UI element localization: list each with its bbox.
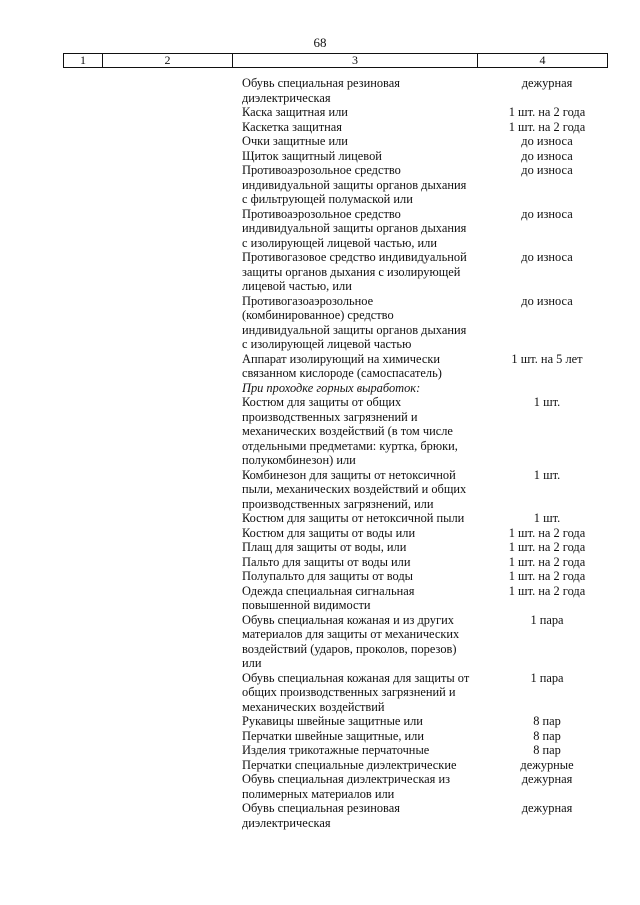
item-name: Комбинезон для защиты от нетоксичной пыли, механических воздействий и общих производственных загрязнений, или bbox=[242, 467, 467, 511]
item-norm: до износа bbox=[521, 206, 573, 221]
item-norm: до износа bbox=[521, 250, 573, 264]
item-norm: 1 шт. на 2 года bbox=[508, 540, 586, 554]
table-row bbox=[242, 758, 602, 773]
section-heading-row bbox=[242, 381, 602, 396]
table-row bbox=[242, 555, 602, 570]
item-name: Рукавицы швейные защитные или bbox=[242, 714, 423, 728]
item-norm: 1 шт. на 2 года bbox=[508, 569, 586, 583]
item-norm: 1 шт. bbox=[533, 511, 561, 525]
item-name: При проходке горных выработок: bbox=[242, 380, 421, 395]
item-norm: до износа bbox=[521, 293, 573, 308]
table-row bbox=[242, 743, 602, 758]
item-name: Полупальто для защиты от воды bbox=[242, 569, 413, 583]
table-row bbox=[242, 163, 602, 207]
item-norm: 1 шт. bbox=[533, 395, 561, 409]
table-row bbox=[242, 352, 602, 381]
table-row bbox=[242, 714, 602, 729]
table-row bbox=[242, 294, 602, 352]
item-norm: 8 пар bbox=[533, 743, 561, 757]
item-name: Обувь специальная резиновая диэлектрическая bbox=[242, 76, 400, 105]
header-col-2: 2 bbox=[103, 54, 233, 67]
table-row bbox=[242, 569, 602, 584]
item-name: Пальто для защиты от воды или bbox=[242, 554, 411, 569]
item-norm: дежурные bbox=[520, 757, 574, 772]
table-row bbox=[242, 76, 602, 105]
item-name: Костюм для защиты от нетоксичной пыли bbox=[242, 511, 465, 525]
item-norm: дежурная bbox=[521, 76, 573, 90]
table-row bbox=[242, 540, 602, 555]
item-norm: до износа bbox=[521, 163, 573, 177]
table-row bbox=[242, 207, 602, 251]
item-name: Перчатки специальные диэлектрические bbox=[242, 757, 457, 772]
item-norm: 1 шт. на 2 года bbox=[508, 119, 586, 134]
table-row bbox=[242, 613, 602, 671]
item-norm: 1 пара bbox=[530, 612, 564, 627]
item-norm: 1 шт. на 5 лет bbox=[511, 351, 583, 366]
table-header-row bbox=[63, 53, 608, 68]
item-norm: 1 шт. на 2 года bbox=[508, 554, 586, 569]
item-norm: до износа bbox=[521, 148, 573, 163]
item-norm: 1 шт. на 2 года bbox=[508, 525, 586, 540]
table-row bbox=[242, 772, 602, 801]
item-norm: 1 шт. на 2 года bbox=[508, 583, 586, 598]
item-norm: дежурная bbox=[521, 772, 573, 786]
header-col-3: 3 bbox=[233, 54, 478, 67]
item-norm: 1 шт. bbox=[533, 467, 561, 482]
item-norm: дежурная bbox=[521, 801, 573, 815]
item-name: Изделия трикотажные перчаточные bbox=[242, 743, 430, 757]
table-row bbox=[242, 468, 602, 512]
table-row bbox=[242, 801, 602, 830]
table-row bbox=[242, 149, 602, 164]
table-row bbox=[242, 511, 602, 526]
item-name: Противоаэрозольное средство индивидуальной защиты органов дыхания с изолирующей лицевой частью, или bbox=[242, 206, 467, 250]
item-norm: до износа bbox=[521, 134, 573, 148]
item-name: Обувь специальная кожаная и из других материалов для защиты от механических воздействий (ударов, проколов, порезов) или bbox=[242, 612, 460, 670]
item-norm: 8 пар bbox=[533, 728, 561, 743]
item-norm: 8 пар bbox=[533, 714, 561, 728]
table-row bbox=[242, 729, 602, 744]
header-col-4: 4 bbox=[539, 53, 546, 67]
table-row bbox=[242, 526, 602, 541]
table-row bbox=[242, 584, 602, 613]
item-name: Каска защитная или bbox=[242, 105, 348, 119]
item-name: Обувь специальная диэлектрическая из полимерных материалов или bbox=[242, 772, 450, 801]
table-row bbox=[242, 671, 602, 715]
header-col-1: 1 bbox=[64, 54, 103, 67]
item-name: Щиток защитный лицевой bbox=[242, 148, 382, 163]
item-norm: 1 пара bbox=[530, 670, 564, 685]
item-name: Перчатки швейные защитные, или bbox=[242, 728, 424, 743]
item-name: Костюм для защиты от воды или bbox=[242, 525, 416, 540]
item-name: Каскетка защитная bbox=[242, 119, 342, 134]
item-name: Аппарат изолирующий на химически связанном кислороде (самоспасатель) bbox=[242, 351, 442, 380]
item-name: Плащ для защиты от воды, или bbox=[242, 540, 407, 554]
item-name: Противоаэрозольное средство индивидуальной защиты органов дыхания с фильтрующей полумаской или bbox=[242, 163, 467, 206]
table-row bbox=[242, 395, 602, 468]
table-row bbox=[242, 120, 602, 135]
item-name: Очки защитные или bbox=[242, 134, 348, 148]
ppe-list bbox=[242, 76, 602, 830]
item-name: Одежда специальная сигнальная повышенной видимости bbox=[242, 583, 415, 612]
item-name: Костюм для защиты от общих производственных загрязнений и механических воздействий (в том числе отдельными предметами: куртка, брюки, полукомбинезон) или bbox=[242, 395, 458, 467]
table-row bbox=[242, 134, 602, 149]
item-name: Противогазовое средство индивидуальной защиты органов дыхания с изолирующей лицевой частью, или bbox=[242, 250, 467, 293]
page-number: 68 bbox=[313, 35, 327, 50]
item-name: Противогазоаэрозольное (комбинированное) средство индивидуальной защиты органов дыхания с изолирующей лицевой частью bbox=[242, 293, 467, 351]
item-norm: 1 шт. на 2 года bbox=[508, 105, 586, 119]
table-row bbox=[242, 250, 602, 294]
item-name: Обувь специальная резиновая диэлектрическая bbox=[242, 801, 400, 830]
table-row bbox=[242, 105, 602, 120]
item-name: Обувь специальная кожаная для защиты от общих производственных загрязнений и механических воздействий bbox=[242, 670, 470, 714]
